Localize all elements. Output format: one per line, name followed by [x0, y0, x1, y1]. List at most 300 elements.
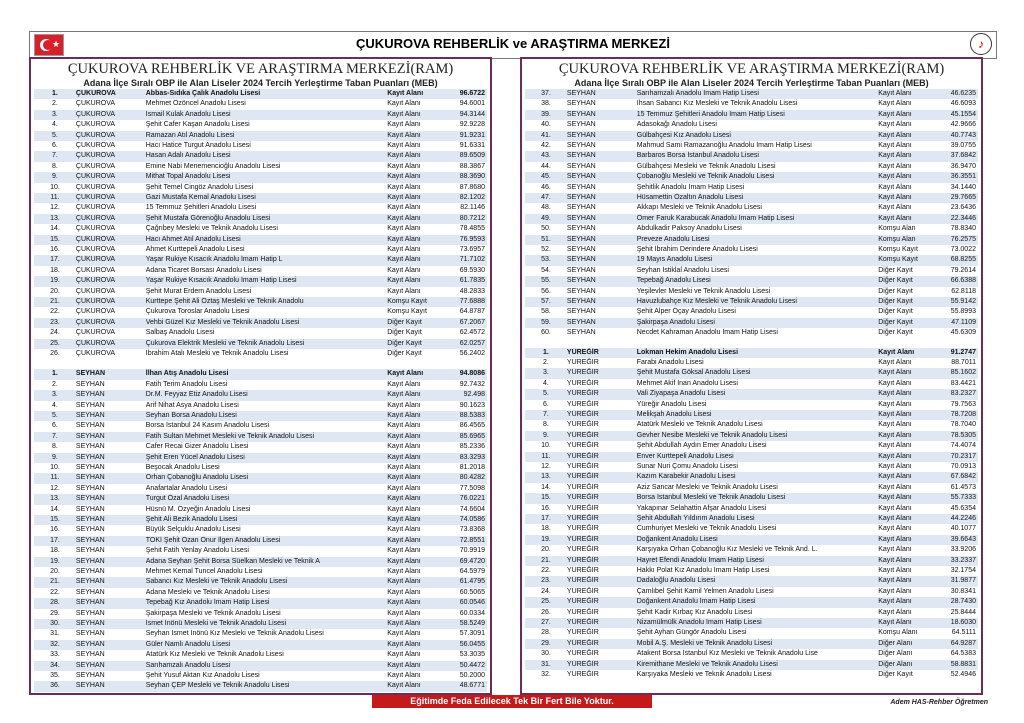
admission-type: Kayıt Alanı [878, 183, 912, 191]
table-row [525, 307, 978, 317]
score-value: 73.8368 [459, 526, 485, 534]
right-panel [520, 57, 983, 695]
district-name: SEYHAN [566, 194, 596, 201]
rank-number: 38. [541, 100, 551, 108]
table-row [34, 640, 487, 650]
rank-number: 17. [50, 256, 60, 264]
district-name: SEYHAN [75, 661, 105, 669]
score-value: 78.7208 [950, 411, 976, 418]
district-name: SEYHAN [75, 609, 105, 617]
score-value: 36.9470 [950, 162, 976, 170]
district-name: ÇUKUROVA [75, 152, 116, 160]
school-name: Ömer Faruk Karabucak Anadolu İmam Hatip Lisesi [636, 214, 795, 222]
school-name: Gevher Nesibe Mesleki ve Teknik Anadolu Lisesi [636, 431, 788, 439]
district-name: SEYHAN [75, 443, 105, 451]
school-name: Farabi Anadolu Lisesi [636, 359, 704, 366]
table-row [34, 411, 487, 421]
district-name: SEYHAN [75, 620, 105, 627]
table-row [34, 224, 487, 234]
school-name: Adana Seyhan Şehit Borsa Süelkan Mesleki ve Teknik A [145, 557, 320, 565]
table-row [525, 389, 978, 399]
school-name: Büyük Selçuklu Anadolu Lisesi [145, 526, 241, 534]
district-name: SEYHAN [75, 464, 105, 471]
score-value: 78.4855 [459, 225, 485, 233]
score-value: 33.9206 [950, 546, 976, 554]
district-name: YÜREĞİR [566, 515, 599, 522]
district-name: YÜREĞİR [566, 535, 599, 543]
rank-number: 26. [541, 608, 551, 616]
table-row [34, 401, 487, 411]
score-value: 76.2575 [950, 235, 976, 243]
table-row [34, 536, 487, 546]
table-row [34, 131, 487, 141]
admission-type: Kayıt Alanı [387, 225, 421, 233]
district-name: ÇUKUROVA [75, 329, 116, 337]
district-name: SEYHAN [75, 505, 105, 513]
table-row [34, 557, 487, 567]
admission-type: Kayıt Alanı [878, 619, 912, 626]
district-name: SEYHAN [566, 173, 596, 181]
score-value: 50.4472 [459, 661, 485, 669]
school-name: İsmail Kulak Anadolu Lisesi [145, 110, 231, 118]
admission-type: Diğer Kayıt [387, 318, 422, 326]
school-name: Şehit İbrahim Derindere Anadolu Lisesi [636, 246, 758, 253]
school-name: Vehbi Güzel Kız Mesleki ve Teknik Anadolu Lisesi [145, 318, 300, 326]
score-value: 78.8340 [950, 225, 976, 233]
score-value: 73.6957 [459, 246, 485, 253]
admission-type: Kayıt Alanı [387, 142, 421, 149]
rank-number: 43. [541, 152, 551, 160]
district-name: SEYHAN [75, 536, 105, 544]
district-name: YÜREĞİR [566, 629, 599, 637]
school-name: Anafartalar Anadolu Lisesi [145, 484, 228, 492]
rank-number: 6. [543, 400, 549, 408]
rank-number: 25. [541, 598, 551, 606]
school-name: Hüsamettin Özaltın Anadolu Lisesi [636, 194, 744, 201]
table-row [34, 120, 487, 130]
score-value: 18.6030 [950, 619, 976, 626]
score-value: 85.2336 [459, 443, 485, 451]
score-value: 57.3091 [459, 630, 485, 638]
district-name: SEYHAN [566, 277, 596, 285]
table-row [525, 276, 978, 286]
admission-type: Kayıt Alanı [387, 121, 421, 129]
rank-number: 18. [50, 547, 60, 555]
school-name: Yeşilevler Mesleki ve Teknik Anadolu Lisesi [636, 287, 771, 295]
table-row [525, 410, 978, 420]
school-name: Şehitlik Anadolu İmam Hatip Lisesi [636, 183, 745, 191]
admission-type: Diğer Kayıt [387, 329, 422, 337]
table-row [34, 245, 487, 255]
score-value: 61.7835 [459, 277, 485, 285]
district-name: SEYHAN [75, 495, 105, 503]
district-name: ÇUKUROVA [75, 318, 116, 326]
admission-type: Diğer Kayıt [878, 671, 913, 678]
school-name: Yaşar Rukiye Kısacık Anadolu İmam Hatip L [145, 256, 283, 264]
district-name: YÜREĞİR [566, 442, 599, 450]
admission-type: Kayıt Alanı [878, 473, 912, 481]
table-row [34, 494, 487, 504]
school-name: Atatürk Mesleki ve Teknik Anadolu Lisesi [636, 421, 763, 429]
rank-number: 33. [50, 651, 60, 659]
admission-type: Kayıt Alanı [878, 142, 912, 149]
school-name: Fatih Sultan Mehmet Mesleki ve Teknik Anadolu Lisesi [145, 432, 315, 440]
school-name: Çukurova Elektrik Mesleki ve Teknik Anadolu Lisesi [145, 339, 305, 347]
school-name: Dadaloğlu Anadolu Lisesi [636, 577, 716, 585]
admission-type: Diğer Kayıt [387, 339, 422, 347]
table-row [34, 421, 487, 431]
district-name: SEYHAN [566, 214, 596, 222]
district-name: YÜREĞİR [566, 556, 599, 564]
district-name: ÇUKUROVA [75, 246, 116, 253]
right-panel-header [522, 61, 981, 89]
panel-title: ÇUKUROVA REHBERLİK VE ARAŞTIRMA MERKEZİ(RAM) [67, 61, 454, 77]
score-value: 80.4282 [459, 474, 485, 482]
rank-number: 12. [541, 463, 551, 470]
table-row [34, 661, 487, 671]
district-name: YÜREĞİR [566, 411, 599, 418]
page-title: ÇUKUROVA REHBERLİK ve ARAŞTIRMA MERKEZİ [356, 36, 670, 51]
rank-number: 49. [541, 214, 551, 222]
score-value: 92.9228 [459, 121, 485, 129]
school-name: Hayret Efendi Anadolu İmam Hatip Lisesi [636, 556, 764, 564]
district-name: SEYHAN [566, 152, 596, 160]
rank-number: 40. [541, 121, 551, 129]
school-name: Çamlıbel Şehit Kamil Yelmen Anadolu Lisesi [636, 587, 774, 595]
rank-number: 41. [541, 131, 551, 139]
rank-number: 10. [541, 442, 551, 450]
rank-number: 1. [52, 90, 58, 97]
score-value: 47.1109 [951, 318, 976, 326]
table-row [525, 235, 978, 245]
admission-type: Kayıt Alanı [387, 661, 421, 669]
table-row [34, 235, 487, 245]
score-value: 56.2402 [459, 350, 485, 357]
school-name: Adasokağı Anadolu Lisesi [636, 121, 717, 129]
score-value: 64.5979 [459, 568, 485, 575]
district-name: ÇUKUROVA [75, 162, 116, 170]
school-name: Karşıyaka Mesleki ve Teknik Anadolu Lisesi [636, 671, 772, 678]
score-value: 76.0221 [459, 495, 485, 503]
admission-type: Kayıt Alanı [387, 578, 421, 586]
admission-type: Kayıt Alanı [387, 557, 421, 565]
district-name: YÜREĞİR [566, 546, 599, 554]
rank-number: 5. [52, 412, 58, 419]
rank-number: 30. [50, 620, 60, 627]
rank-number: 7. [52, 152, 58, 160]
score-value: 62.0257 [459, 339, 485, 347]
school-name: Kurttepe Şehit Ali Öztaş Mesleki ve Teknik Anadolu [145, 298, 304, 305]
table-row [34, 505, 487, 515]
rank-number: 50. [541, 225, 551, 233]
table-row [525, 608, 978, 618]
district-name: SEYHAN [75, 412, 105, 419]
admission-type: Kayıt Alanı [878, 483, 912, 491]
table-row [525, 141, 978, 151]
admission-type: Kayıt Alanı [878, 100, 912, 108]
admission-type: Kayıt Alanı [878, 442, 912, 450]
table-row [525, 131, 978, 141]
rank-number: 60. [541, 329, 551, 337]
school-name: Borsa İstanbul Mesleki ve Teknik Anadolu Lisesi [636, 494, 786, 502]
table-row [525, 639, 978, 649]
score-value: 91.9231 [459, 131, 485, 139]
rank-number: 8. [543, 421, 549, 429]
rank-number: 6. [52, 142, 58, 149]
rank-number: 31. [541, 660, 551, 668]
admission-type: Kayıt Alanı [878, 173, 912, 181]
admission-type: Kayıt Alanı [387, 110, 421, 118]
score-value: 40.7743 [950, 131, 976, 139]
score-value: 88.5383 [459, 412, 485, 419]
district-name: ÇUKUROVA [75, 225, 116, 233]
table-row [34, 110, 487, 120]
admission-type: Kayıt Alanı [387, 620, 421, 627]
rank-number: 2. [543, 359, 549, 366]
school-name: Şehit Abdullah Aydın Emer Anadolu Lisesi [636, 442, 767, 450]
school-name: Adana Ticaret Borsası Anadolu Lisesi [145, 266, 262, 274]
admission-type: Kayıt Alanı [387, 235, 421, 243]
district-name: YÜREĞİR [566, 379, 599, 387]
district-name: SEYHAN [566, 225, 596, 233]
table-row [34, 339, 487, 349]
rank-number: 23. [541, 577, 551, 585]
school-name: Hacı Hatice Turgut Anadolu Lisesi [145, 142, 251, 149]
panel-subtitle: Adana İlçe Sıralı OBP ile Alan Liseler 2024 Tercih Yerleştirme Taban Puanları (MEB) [83, 78, 438, 88]
school-name: Gülbahçesi Mesleki ve Teknik Anadolu Lisesi [636, 162, 776, 170]
rank-number: 3. [543, 369, 549, 377]
table-row [525, 379, 978, 389]
admission-type: Kayıt Alanı [878, 546, 912, 554]
district-name: SEYHAN [75, 401, 105, 409]
district-name: YÜREĞİR [566, 671, 599, 678]
rank-number: 17. [541, 515, 551, 522]
school-name: 15 Temmuz Şehitleri Anadolu İmam Hatip Lisesi [636, 110, 785, 118]
score-value: 83.2327 [950, 390, 976, 398]
district-name: SEYHAN [75, 474, 105, 482]
table-row [525, 214, 978, 224]
table-row [525, 628, 978, 638]
rank-number: 3. [52, 110, 58, 118]
score-value: 85.1602 [950, 369, 976, 377]
score-value: 60.0546 [459, 599, 485, 607]
school-name: İlhan Atış Anadolu Lisesi [145, 370, 229, 378]
district-name: SEYHAN [75, 370, 106, 378]
score-value: 61.4573 [950, 483, 976, 491]
score-value: 78.7040 [950, 421, 976, 429]
admission-type: Kayıt Alanı [878, 587, 912, 595]
score-value: 58.8831 [950, 660, 976, 668]
school-name: Çukurova Toroslar Anadolu Lisesi [145, 308, 250, 316]
admission-type: Kayıt Alanı [387, 287, 421, 295]
school-name: Seyhan İstiklal Anadolu Lisesi [636, 266, 729, 274]
admission-type: Kayıt Alanı [878, 390, 912, 398]
admission-type: Kayıt Alanı [878, 152, 912, 160]
rank-number: 16. [50, 246, 60, 253]
score-value: 30.8341 [950, 587, 976, 595]
rank-number: 22. [541, 567, 551, 574]
admission-type: Diğer Alanı [878, 639, 913, 647]
school-name: Ramazan Atıl Anadolu Lisesi [145, 131, 235, 139]
admission-type: Kayıt Alanı [878, 162, 912, 170]
score-value: 94.6001 [459, 100, 485, 108]
score-value: 64.8787 [459, 308, 485, 316]
admission-type: Kayıt Alanı [387, 152, 421, 160]
table-row [34, 297, 487, 307]
rank-number: 11. [50, 194, 60, 201]
admission-type: Komşu Alan [878, 235, 916, 243]
table-row [525, 287, 978, 297]
admission-type: Kayıt Alanı [878, 608, 912, 616]
school-name: Şakirpaşa Mesleki ve Teknik Anadolu Lisesi [145, 609, 281, 617]
table-row [34, 515, 487, 525]
score-value: 87.8680 [459, 183, 485, 191]
admission-type: Kayıt Alanı [878, 577, 912, 585]
district-name: SEYHAN [75, 380, 105, 388]
rank-number: 57. [541, 298, 551, 305]
score-value: 64.9287 [950, 639, 976, 647]
admission-type: Kayıt Alanı [387, 453, 421, 461]
district-name: YÜREĞİR [566, 421, 599, 429]
district-name: ÇUKUROVA [75, 121, 116, 129]
score-value: 77.6888 [459, 298, 485, 305]
score-value: 48.6771 [459, 682, 485, 690]
school-name: Şehit Fatih Yenlay Anadolu Lisesi [145, 547, 249, 555]
school-name: Sabancı Kız Mesleki ve Teknik Anadolu Lisesi [145, 578, 288, 586]
school-name: Mehmet Kemal Tuncel Anadolu Lisesi [145, 568, 263, 575]
table-row [34, 442, 487, 452]
score-value: 79.2614 [950, 266, 976, 274]
table-row [525, 670, 978, 680]
admission-type: Kayıt Alanı [387, 672, 421, 679]
score-value: 25.8444 [950, 608, 976, 616]
admission-type: Kayıt Alanı [878, 110, 912, 118]
table-row [525, 297, 978, 307]
district-name: YÜREĞİR [566, 348, 599, 356]
rank-number: 23. [50, 318, 60, 326]
admission-type: Kayıt Alanı [387, 443, 421, 451]
district-name: SEYHAN [566, 110, 596, 118]
admission-type: Kayıt Alanı [387, 495, 421, 503]
table-row [34, 609, 487, 619]
school-name: Şakirpaşa Anadolu Lisesi [636, 318, 715, 326]
school-name: TOKİ Şehit Ozan Onur İlgen Anadolu Lisesi [145, 536, 281, 544]
score-value: 28.7430 [950, 598, 976, 606]
table-row [525, 597, 978, 607]
score-value: 88.3867 [459, 162, 485, 170]
rank-number: 34. [50, 661, 60, 669]
admission-type: Diğer Kayıt [878, 277, 913, 285]
school-name: Atakent Borsa İstanbul Kız Mesleki ve Teknik Anadolu Lise [636, 650, 818, 658]
table-row [34, 99, 487, 109]
table-row [525, 183, 978, 193]
table-row [525, 566, 978, 576]
rank-number: 10. [50, 183, 60, 191]
district-name: SEYHAN [75, 651, 105, 659]
rank-number: 2. [52, 100, 58, 108]
school-name: Mehmet Özöncel Anadolu Lisesi [145, 100, 246, 108]
rank-number: 59. [541, 318, 551, 326]
score-value: 91.2747 [950, 348, 976, 356]
district-name: YÜREĞİR [566, 619, 599, 626]
score-value: 23.6436 [950, 204, 976, 212]
admission-type: Kayıt Alanı [387, 599, 421, 607]
rank-number: 24. [50, 329, 60, 337]
admission-type: Kayıt Alanı [387, 214, 421, 222]
district-name: SEYHAN [566, 266, 596, 274]
district-name: SEYHAN [566, 131, 596, 139]
rank-number: 22. [50, 308, 60, 316]
school-name: Salbaş Anadolu Lisesi [145, 329, 215, 337]
admission-type: Kayıt Alanı [387, 588, 421, 596]
rank-number: 14. [50, 505, 60, 513]
admission-type: Kayıt Alanı [387, 630, 421, 638]
score-value: 48.2833 [459, 287, 485, 295]
district-name: SEYHAN [566, 287, 596, 295]
rank-number: 16. [541, 504, 551, 512]
district-name: YÜREĞİR [566, 431, 599, 439]
admission-type: Diğer Kayıt [878, 308, 913, 316]
admission-type: Kayıt Alanı [878, 90, 912, 97]
admission-type: Kayıt Alanı [878, 369, 912, 377]
school-name: Şehit Yusuf Aktan Kız Anadolu Lisesi [145, 672, 260, 679]
rank-number: 19. [541, 535, 551, 543]
school-name: Şehit Murat Erdem Anadolu Lisesi [145, 287, 252, 295]
admission-type: Kayıt Alanı [878, 348, 915, 356]
district-name: YÜREĞİR [566, 452, 599, 460]
rank-number: 36. [50, 682, 60, 690]
school-name: Şehit Mustafa Göksal Anadolu Lisesi [636, 369, 751, 377]
rank-number: 4. [52, 401, 58, 409]
school-name: Cafer Recai Gizer Anadolu Lisesi [145, 443, 249, 451]
district-name: YÜREĞİR [566, 577, 599, 585]
table-row [525, 618, 978, 628]
admission-type: Kayıt Alanı [878, 214, 912, 222]
table-row [525, 266, 978, 276]
score-value: 81.2018 [459, 464, 485, 471]
table-row [34, 203, 487, 213]
rank-number: 53. [541, 256, 551, 264]
table-row [525, 556, 978, 566]
table-row [34, 390, 487, 400]
district-name: YÜREĞİR [566, 400, 599, 408]
district-name: SEYHAN [566, 246, 596, 253]
rank-number: 55. [541, 277, 551, 285]
district-name: YÜREĞİR [566, 525, 599, 533]
district-name: YÜREĞİR [566, 369, 599, 377]
score-value: 78.5305 [950, 431, 976, 439]
school-name: İhsan Sabancı Kız Mesleki ve Teknik Anadolu Lisesi [636, 100, 798, 108]
score-value: 73.0022 [950, 246, 976, 253]
score-value: 55.8993 [950, 308, 976, 316]
score-value: 70.9919 [459, 547, 485, 555]
district-name: YÜREĞİR [566, 660, 599, 668]
score-value: 72.8551 [459, 536, 485, 544]
district-name: SEYHAN [75, 557, 105, 565]
school-name: Doğankent Anadolu İmam Hatip Lisesi [636, 598, 756, 606]
district-name: YÜREĞİR [566, 608, 599, 616]
rank-number: 2. [52, 380, 58, 388]
admission-type: Kayıt Alanı [878, 463, 912, 470]
table-row [525, 193, 978, 203]
score-value: 70.0913 [950, 463, 976, 470]
rank-number: 22. [50, 588, 60, 596]
rank-number: 27. [541, 619, 551, 626]
rank-number: 18. [50, 266, 60, 274]
rank-number: 4. [543, 379, 549, 387]
school-name: Çağrıbey Mesleki ve Teknik Anadolu Lisesi [145, 225, 278, 233]
rank-number: 21. [541, 556, 551, 564]
